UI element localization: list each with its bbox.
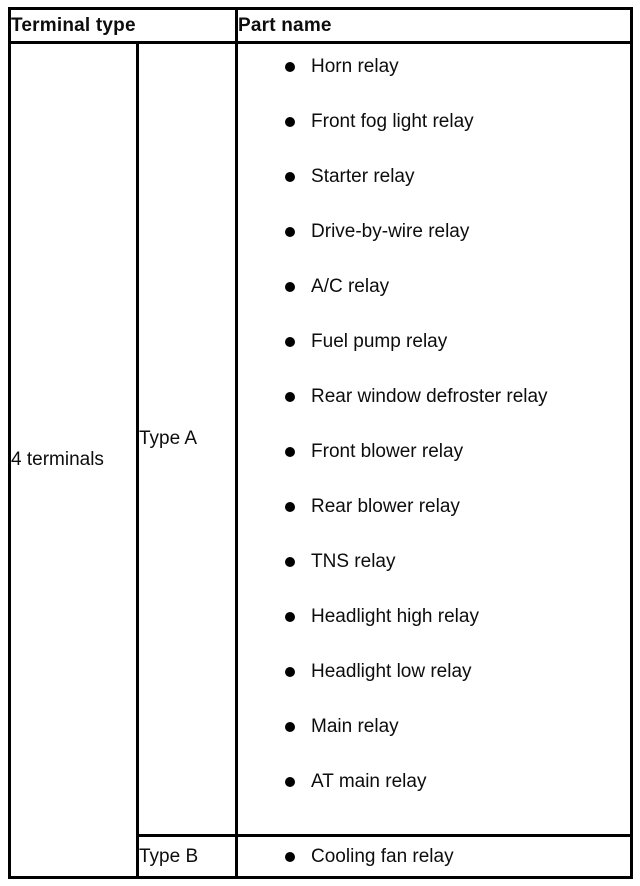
part-name-text: Rear window defroster relay bbox=[311, 386, 548, 407]
part-name-text: Front blower relay bbox=[311, 441, 464, 462]
type-a-row bbox=[10, 43, 632, 836]
part-list-item bbox=[285, 164, 630, 190]
bullet-icon bbox=[285, 557, 295, 567]
part-list-item bbox=[285, 494, 630, 520]
part-name-text: AT main relay bbox=[311, 771, 427, 792]
bullet-icon bbox=[285, 392, 295, 402]
part-name-text: TNS relay bbox=[311, 551, 396, 572]
cell-type-a-label: Type A bbox=[138, 43, 237, 836]
part-list-item bbox=[285, 274, 630, 300]
bullet-icon bbox=[285, 777, 295, 787]
part-list-item bbox=[285, 844, 630, 870]
bullet-icon bbox=[285, 612, 295, 622]
header-row bbox=[10, 9, 632, 43]
bullet-icon bbox=[285, 172, 295, 182]
bullet-icon bbox=[285, 502, 295, 512]
part-name-text: Drive-by-wire relay bbox=[311, 221, 470, 242]
bullet-icon bbox=[285, 447, 295, 457]
header-terminal-type: Terminal type bbox=[10, 9, 237, 43]
part-list-item bbox=[285, 109, 630, 135]
part-list-item bbox=[285, 714, 630, 740]
part-list-item bbox=[285, 54, 630, 80]
part-name-text: Main relay bbox=[311, 716, 399, 737]
part-list-item bbox=[285, 439, 630, 465]
bullet-icon bbox=[285, 667, 295, 677]
part-list-item bbox=[285, 604, 630, 630]
terminal-type-table bbox=[8, 7, 633, 879]
bullet-icon bbox=[285, 117, 295, 127]
part-list-item bbox=[285, 769, 630, 795]
cell-type-b-parts bbox=[237, 836, 632, 878]
header-part-name: Part name bbox=[237, 9, 632, 43]
cell-type-a-parts bbox=[237, 43, 632, 836]
part-name-text: Horn relay bbox=[311, 56, 399, 77]
part-name-text: A/C relay bbox=[311, 276, 390, 297]
part-name-text: Front fog light relay bbox=[311, 111, 474, 132]
bullet-icon bbox=[285, 227, 295, 237]
bullet-icon bbox=[285, 282, 295, 292]
part-name-text: Rear blower relay bbox=[311, 496, 460, 517]
type-a-part-list bbox=[238, 54, 630, 795]
type-b-part-list bbox=[238, 844, 630, 870]
part-name-text: Headlight high relay bbox=[311, 606, 479, 627]
bullet-icon bbox=[285, 852, 295, 862]
part-list-item bbox=[285, 329, 630, 355]
part-list-item bbox=[285, 219, 630, 245]
part-list-item bbox=[285, 549, 630, 575]
bullet-icon bbox=[285, 722, 295, 732]
part-list-item bbox=[285, 384, 630, 410]
part-list-item bbox=[285, 659, 630, 685]
cell-terminal-count: 4 terminals bbox=[10, 43, 138, 878]
part-name-text: Fuel pump relay bbox=[311, 331, 448, 352]
bullet-icon bbox=[285, 62, 295, 72]
cell-type-b-label: Type B bbox=[138, 836, 237, 878]
part-name-text: Starter relay bbox=[311, 166, 415, 187]
part-name-text: Headlight low relay bbox=[311, 661, 472, 682]
bullet-icon bbox=[285, 337, 295, 347]
part-name-text: Cooling fan relay bbox=[311, 845, 454, 867]
